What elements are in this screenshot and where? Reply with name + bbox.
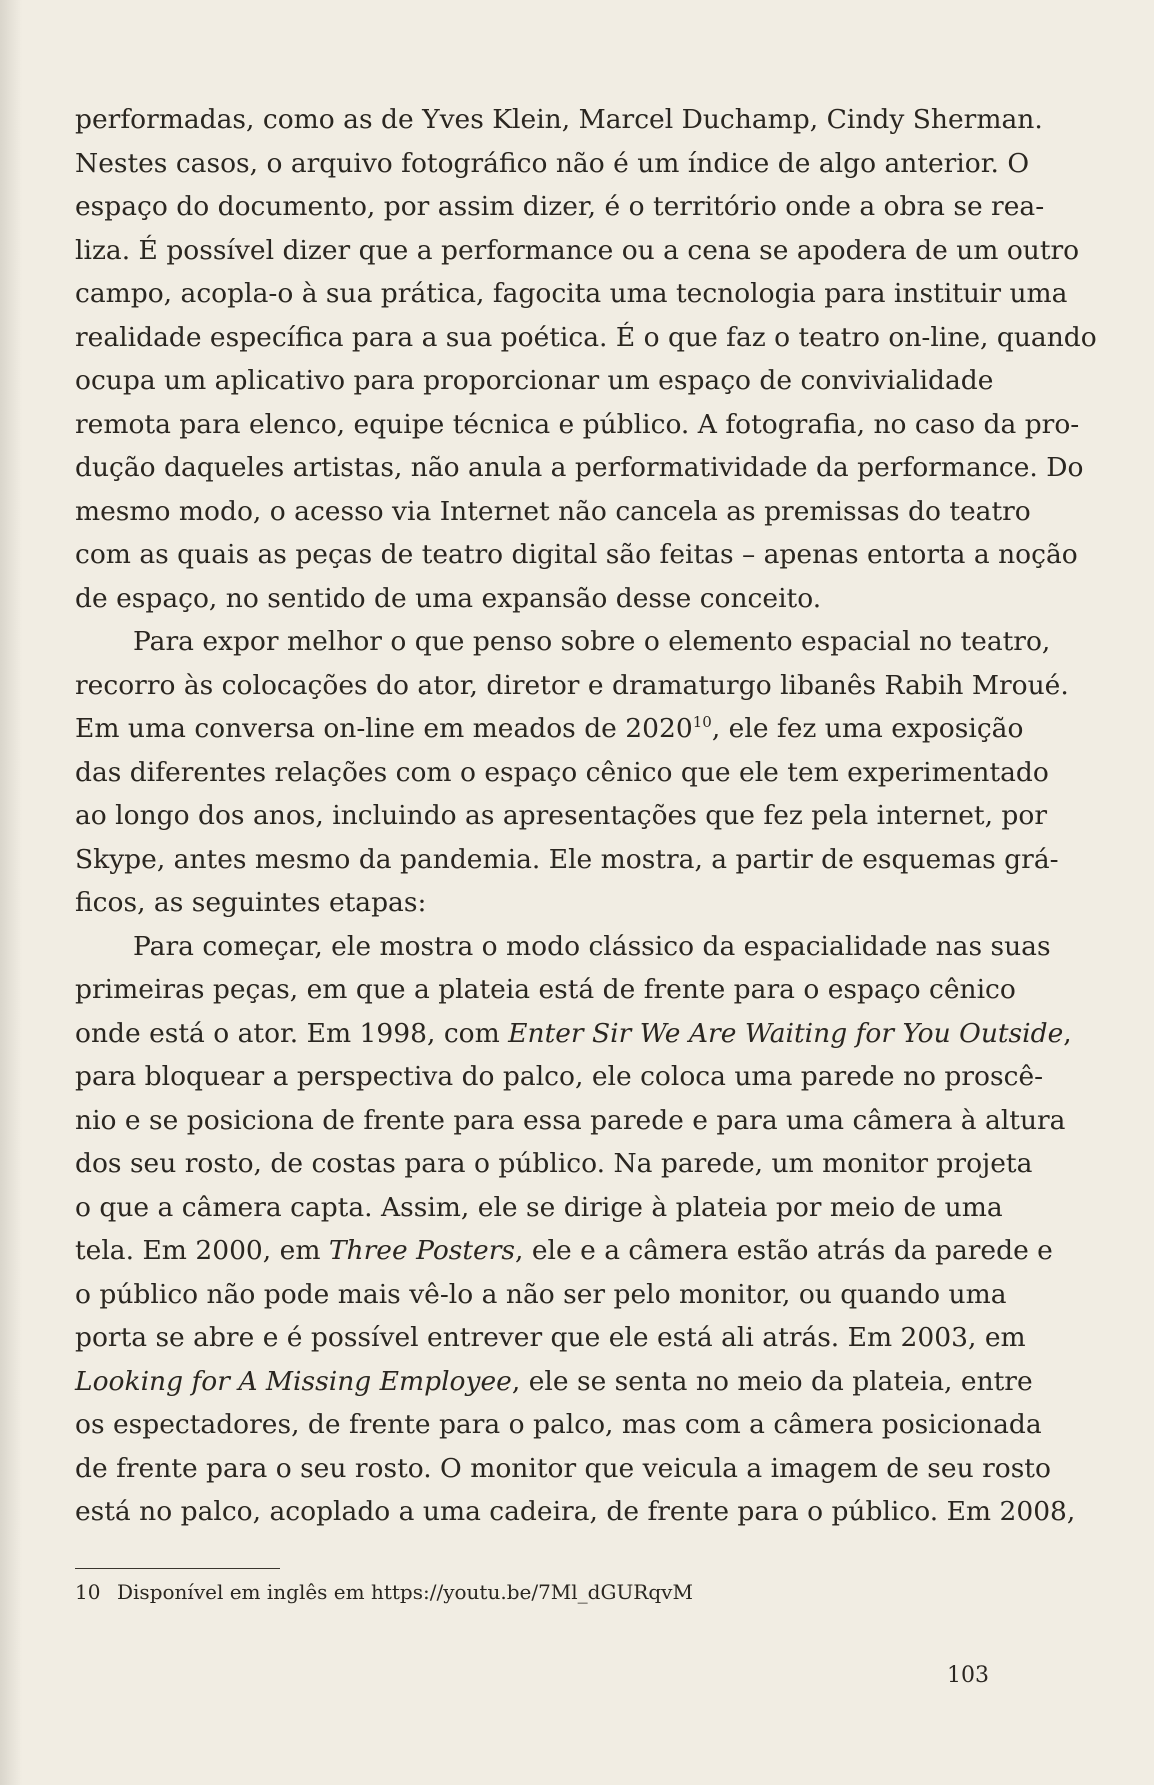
text-segment: tela. Em 2000, em [75, 1235, 329, 1266]
text-line: realidade específica para a sua poética. É o que faz o teatro on-line, quando [75, 321, 1097, 353]
text-line: performadas, como as de Yves Klein, Marcel Duchamp, Cindy Sherman. [75, 104, 1043, 135]
text-line: primeiras peças, em que a plateia está de frente para o espaço cênico [75, 974, 1016, 1005]
text-line: de espaço, no sentido de uma expansão desse conceito. [75, 582, 822, 614]
text-segment: onde está o ator. Em 1998, com [75, 1017, 509, 1049]
text-line: para bloquear a perspectiva do palco, ele coloca uma parede no proscê- [75, 1061, 1044, 1092]
footnote [75, 1578, 693, 1606]
text-line: dos seu rosto, de costas para o público. Na parede, um monitor projeta [75, 1148, 1033, 1179]
text-line: nio e se posiciona de frente para essa parede e para uma câmera à altura [75, 1104, 1066, 1136]
text-line: com as quais as peças de teatro digital são feitas – apenas entorta a noção [75, 539, 1078, 570]
text-line: está no palco, acoplado a uma cadeira, de frente para o público. Em 2008, [75, 1496, 1076, 1527]
text-line: o público não pode mais vê-lo a não ser pelo monitor, ou quando uma [75, 1278, 1007, 1310]
text-line: de frente para o seu rosto. O monitor que veicula a imagem de seu rosto [75, 1452, 1051, 1484]
footnote-separator [75, 1568, 280, 1569]
work-title: Looking for A Missing Employee [75, 1365, 512, 1397]
text-line: o que a câmera capta. Assim, ele se dirige à plateia por meio de uma [75, 1191, 1003, 1223]
text-line: os espectadores, de frente para o palco, mas com a câmera posicionada [75, 1409, 1042, 1440]
footnote-reference: 10 [692, 713, 712, 732]
work-title: Three Posters [328, 1235, 515, 1266]
text-segment: , ele e a câmera estão atrás da parede e [514, 1235, 1053, 1266]
text-line: liza. É possível dizer que a performance ou a cena se apodera de um outro [75, 234, 1080, 266]
text-line: espaço do documento, por assim dizer, é o território onde a obra se rea- [75, 191, 1045, 222]
work-title: Enter Sir We Are Waiting for You Outside [508, 1017, 1064, 1049]
text-line: mesmo modo, o acesso via Internet não cancela as premissas do teatro [75, 495, 1031, 527]
text-line: ocupa um aplicativo para proporcionar um espaço de convivialidade [75, 365, 994, 396]
text-segment: Em uma conversa on-line em meados de 2020 [75, 713, 693, 744]
text-line: Skype, antes mesmo da pandemia. Ele mostra, a partir de esquemas grá- [75, 843, 1059, 875]
text-segment: , [1063, 1017, 1072, 1049]
body-text [75, 98, 1097, 1534]
text-line [75, 1360, 1033, 1404]
text-line: Para expor melhor o que penso sobre o elemento espacial no teatro, [133, 626, 1051, 657]
page-gutter-shadow [0, 0, 22, 1785]
text-line: ao longo dos anos, incluindo as apresentações que fez pela internet, por [75, 800, 1047, 831]
text-line: remota para elenco, equipe técnica e público. A fotografia, no caso da pro- [75, 408, 1080, 440]
text-line [75, 1229, 1053, 1273]
text-line: das diferentes relações com o espaço cênico que ele tem experimentado [75, 756, 1049, 788]
page-number: 103 [947, 1663, 989, 1688]
text-line [75, 707, 1024, 751]
text-line: dução daqueles artistas, não anula a performatividade da performance. Do [75, 452, 1084, 483]
text-line: recorro às colocações do ator, diretor e dramaturgo libanês Rabih Mroué. [75, 669, 1069, 701]
text-line: campo, acopla-o à sua prática, fagocita uma tecnologia para instituir uma [75, 278, 1068, 309]
footnote-text: Disponível em inglês em https://youtu.be/7Ml_dGURqvM [117, 1580, 693, 1604]
text-line: Nestes casos, o arquivo fotográfico não é um índice de algo anterior. O [75, 147, 1030, 179]
footnote-number: 10 [75, 1580, 101, 1604]
text-segment: , ele se senta no meio da plateia, entre [511, 1365, 1033, 1397]
text-line: ficos, as seguintes etapas: [75, 887, 427, 918]
text-segment: , ele fez uma exposição [711, 713, 1024, 744]
text-line [75, 1012, 1072, 1056]
text-line: porta se abre e é possível entrever que ele está ali atrás. Em 2003, em [75, 1322, 1026, 1353]
text-line: Para começar, ele mostra o modo clássico da espacialidade nas suas [133, 930, 1051, 962]
